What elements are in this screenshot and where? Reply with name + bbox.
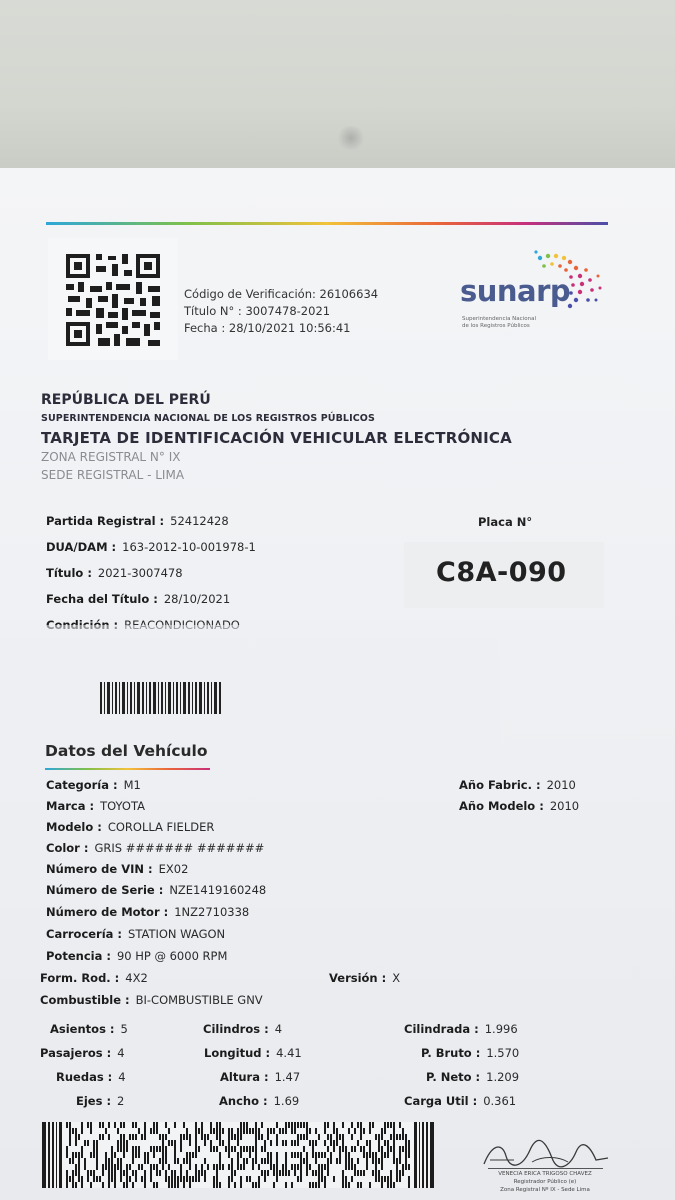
rainbow-divider: [46, 222, 608, 225]
peso-bruto-row: P. Bruto : 1.570: [421, 1046, 520, 1060]
titulo-row: Título : 2021-3007478: [46, 566, 183, 580]
verification-info: [184, 286, 378, 337]
zona-registral: ZONA REGISTRAL N° IX: [41, 450, 181, 464]
signature-scribble-icon: [472, 1138, 622, 1172]
vehicle-section-title: Datos del Vehículo: [45, 742, 208, 760]
potencia-row: Potencia : 90 HP @ 6000 RPM: [46, 949, 228, 963]
sunarp-wordmark: sunarp: [460, 274, 571, 308]
ejes-row: Ejes : 2: [76, 1094, 125, 1108]
asientos-row: Asientos : 5: [50, 1022, 128, 1036]
wall-mark: [336, 126, 366, 150]
background-wall: [0, 0, 675, 172]
version-row: Versión : X: [329, 971, 401, 985]
peso-neto-row: P. Neto : 1.209: [426, 1070, 520, 1084]
placa-label: Placa N°: [478, 515, 533, 529]
altura-row: Altura : 1.47: [220, 1070, 301, 1084]
pdf417-barcode: [42, 1122, 434, 1188]
serie-row: Número de Serie : NZE1419160248: [46, 883, 267, 897]
agency-heading: SUPERINTENDENCIA NACIONAL DE LOS REGISTROS PÚBLICOS: [41, 413, 375, 424]
placa-number: C8A-090: [436, 557, 567, 588]
republic-heading: REPÚBLICA DEL PERÚ: [41, 392, 211, 408]
barcode-small: [100, 682, 222, 714]
signature-line: [488, 1168, 603, 1169]
qr-code: [48, 238, 178, 360]
sede-registral: SEDE REGISTRAL - LIMA: [41, 468, 185, 482]
cilindrada-row: Cilindrada : 1.996: [404, 1022, 518, 1036]
categoria-row: Categoría : M1: [46, 778, 141, 792]
combustible-row: Combustible : BI-COMBUSTIBLE GNV: [40, 993, 263, 1007]
color-row: Color : GRIS ####### #######: [46, 841, 265, 855]
marca-row: Marca : TOYOTA: [46, 799, 145, 813]
qr-code-icon: [64, 252, 162, 348]
verification-code: Código de Verificación: 26106634: [184, 287, 379, 301]
fecha-titulo-row: Fecha del Título : 28/10/2021: [46, 592, 231, 606]
section-underline: [45, 768, 210, 770]
document-title: TARJETA DE IDENTIFICACIÓN VEHICULAR ELECTRÓNICA: [41, 429, 512, 447]
carroceria-row: Carrocería : STATION WAGON: [46, 927, 226, 941]
issue-date: Fecha : 28/10/2021 10:56:41: [184, 321, 351, 335]
vin-row: Número de VIN : EX02: [46, 862, 189, 876]
pasajeros-row: Pasajeros : 4: [40, 1046, 125, 1060]
carga-util-row: Carga Util : 0.361: [404, 1094, 517, 1108]
sunarp-subtitle: Superintendencia Nacional de los Registros Públicos: [462, 316, 536, 329]
cilindros-row: Cilindros : 4: [203, 1022, 283, 1036]
modelo-row: Modelo : COROLLA FIELDER: [46, 820, 215, 834]
dua-row: DUA/DAM : 163-2012-10-001978-1: [46, 540, 256, 554]
motor-row: Número de Motor : 1NZ2710338: [46, 905, 250, 919]
signatory: VENECIA ERICA TRIGOSO CHAVEZ Registrador Público (e) Zona Registral Nº IX - Sede Lima: [498, 1171, 592, 1193]
ancho-row: Ancho : 1.69: [219, 1094, 300, 1108]
form-rod-row: Form. Rod. : 4X2: [40, 971, 148, 985]
sunarp-logo: [456, 250, 626, 345]
longitud-row: Longitud : 4.41: [204, 1046, 302, 1060]
ruedas-row: Ruedas : 4: [56, 1070, 126, 1084]
anio-modelo-row: Año Modelo : 2010: [459, 799, 580, 813]
anio-fabric-row: Año Fabric. : 2010: [459, 778, 576, 792]
partida-row: Partida Registral : 52412428: [46, 514, 229, 528]
title-number: Título N° : 3007478-2021: [184, 304, 331, 318]
